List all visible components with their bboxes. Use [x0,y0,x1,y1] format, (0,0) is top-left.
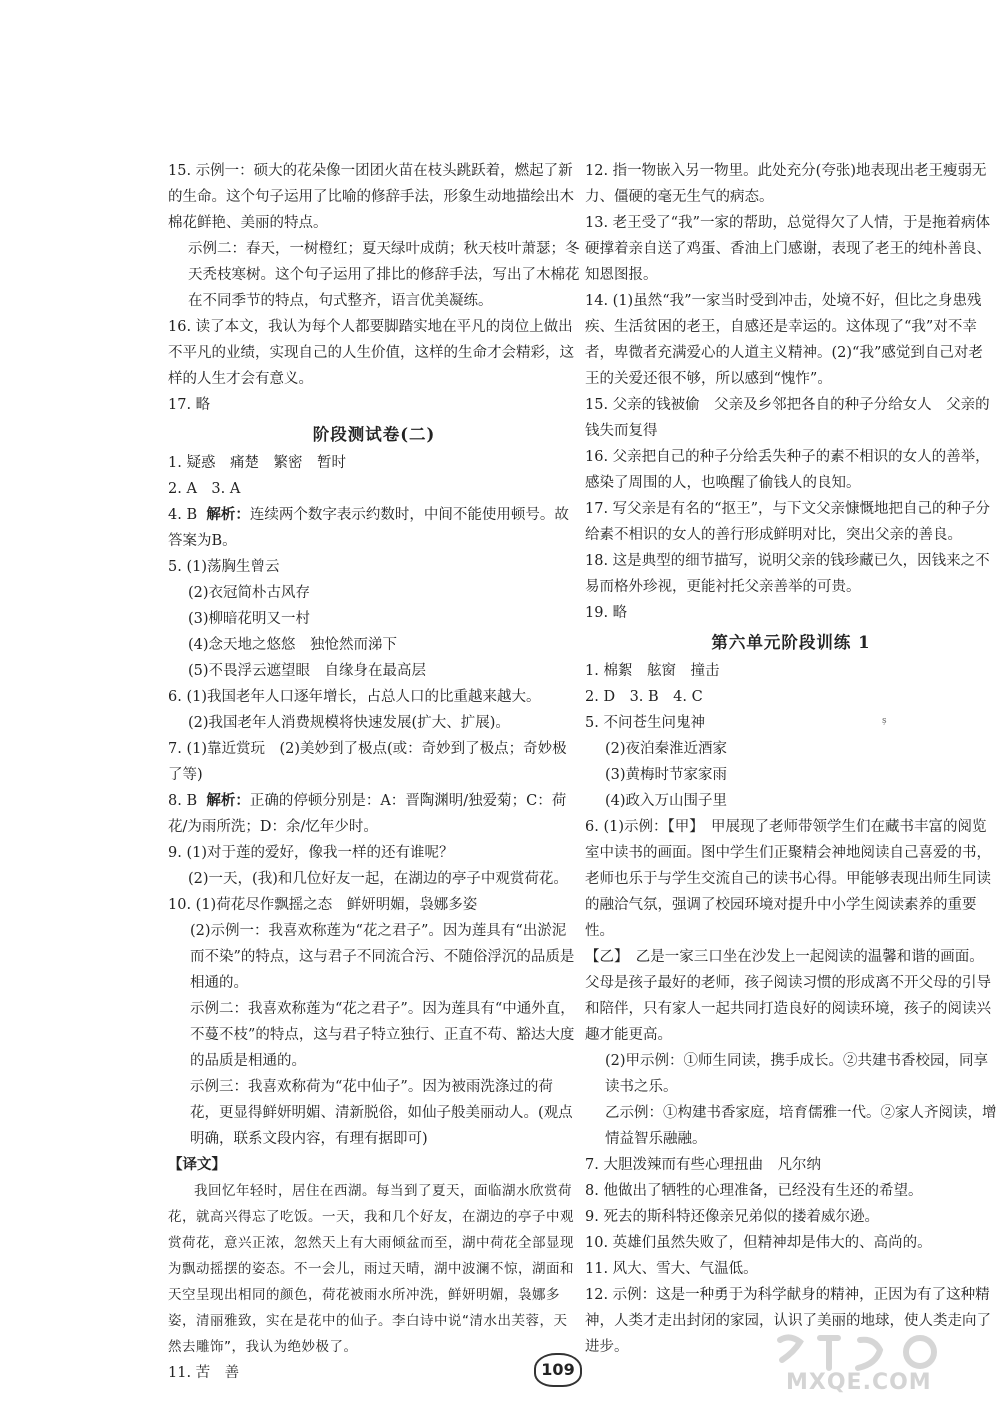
s2-answer-10-4: 示例三：我喜欢称荷为“花中仙子”。因为被雨洗涤过的荷花，更显得鲜妍明媚、清新脱俗，如仙子般美丽动人。(观点明确，联系文段内容，有理有据即可) [190,1079,573,1147]
page-number: 109 [541,1360,575,1379]
s2-answer-6-1: 6. (1)我国老年人口逐年增长，占总人口的比重越来越大。 [168,689,541,705]
s2-answer-8-text: 正确的停顿分别是：A：晋陶渊明/独爱菊；C：荷花/为雨所洗；D：余/忆年少时。 [168,793,567,835]
s2-answer-8-label: 解析： [206,792,250,809]
answer-18: 18. 这是典型的细节描写，说明父亲的钱珍藏已久，因钱来之不易而格外珍视，更能衬托父亲善举的可贵。 [585,553,990,595]
s6-answer-5-3: (3)黄梅时节家家雨 [605,767,728,783]
answer-17: 17. 写父亲是有名的“抠王”，与下文父亲慷慨地把自己的种子分给素不相识的女人的善行形成鲜明对比，突出父亲的善良。 [585,501,990,543]
s6-answer-1: 1. 棉絮 舷窗 撞击 [585,663,720,679]
s2-answer-5-5: (5)不畏浮云遮望眼 自缘身在最高层 [188,663,427,679]
s2-answer-9-2: (2)一天，(我)和几位好友一起，在湖边的亭子中观赏荷花。 [188,871,568,887]
s6-answer-11: 11. 风大、雪大、气温低。 [585,1261,758,1277]
s6-answer-10: 10. 英雄们虽然失败了，但精神却是伟大的、高尚的。 [585,1235,932,1251]
s2-answer-7: 7. (1)靠近赏玩 (2)美妙到了极点(或：奇妙到了极点；奇妙极了等) [168,741,567,783]
s2-answer-5-4: (4)念天地之悠悠 独怆然而涕下 [188,637,398,653]
s6-answer-6-jia: 6. (1)示例：【甲】 甲展现了老师带领学生们在藏书丰富的阅览室中读书的画面。图中学生们正聚精会神地阅读自己喜爱的书，老师也乐于与学生交流自己的读书心得。甲能够表现出师生同读的融洽气氛，强调了校园环境对提升中小学生阅读素养的重要性。 [585,819,991,939]
right-column [585,158,997,1360]
answer-17: 17. 略 [168,397,211,413]
s2-answer-5-1: 5. (1)荡胸生曾云 [168,559,280,575]
answer-12: 12. 指一物嵌入另一物里。此处充分(夸张)地表现出老王瘦弱无力、僵硬的毫无生气的病态。 [585,163,987,205]
s2-answer-8-choice: 8. B [168,793,198,809]
s2-answer-1: 1. 疑惑 痛楚 繁密 暂时 [168,455,346,471]
s6-answer-2-4: 2. D 3. B 4. C [585,689,703,705]
section-title-unit6-training1: 第六单元阶段训练 1 [711,633,871,652]
watermark-text: MXQE.COM [786,1370,932,1395]
s6-answer-6-2-yi: 乙示例：①构建书香家庭，培育儒雅一代。②家人齐阅读，增情益智乐融融。 [605,1105,997,1147]
translation-label: 【译文】 [168,1156,226,1173]
s2-answer-4-label: 解析： [206,506,250,523]
answer-13: 13. 老王受了“我”一家的帮助，总觉得欠了人情，于是拖着病体硬撑着亲自送了鸡蛋、香油上门感谢，表现了老王的纯朴善良、知恩图报。 [585,215,991,283]
answer-19: 19. 略 [585,605,628,621]
s6-answer-12: 12. 示例：这是一种勇于为科学献身的精神，正因为有了这种精神，人类才走出封闭的家园，认识了美丽的地球，使人类走向了进步。 [585,1287,991,1355]
answer-14: 14. (1)虽然“我”一家当时受到冲击，处境不好，但比之身患残疾、生活贫困的老王，自感还是幸运的。这体现了“我”对不幸者，卑微者充满爱心的人道主义精神。(2)“我”感觉到自己对老王的关爱还很不够，所以感到“愧怍”。 [585,293,983,387]
s2-answer-11: 11. 苦 善 [168,1365,240,1381]
translation-text: 我回忆年轻时，居住在西湖。每当到了夏天，面临湖水欣赏荷花，就高兴得忘了吃饭。一天，我和几个好友，在湖边的亭子中观赏荷花，意兴正浓，忽然天上有大雨倾盆而至，湖中荷花全部显现为飘动摇摆的姿态。不一会儿，雨过天晴，湖中波澜不惊，湖面和天空呈现出相同的颜色，荷花被雨水所冲洗，鲜妍明媚，袅娜多姿，清丽雅致，实在是花中的仙子。李白诗中说“清水出芙蓉，天然去雕饰”，我认为绝妙极了。 [168,1183,574,1355]
s2-answer-10-3: 示例二：我喜欢称莲为“花之君子”。因为莲具有“中通外直，不蔓不枝”的特点，这与君子特立独行、正直不苟、豁达大度的品质是相通的。 [190,1001,575,1069]
s6-answer-5-4: (4)政入万山围子里 [605,793,728,809]
s6-answer-8: 8. 他做出了牺牲的心理准备，已经没有生还的希望。 [585,1183,923,1199]
s2-answer-5-3: (3)柳暗花明又一村 [188,611,311,627]
s6-answer-5-2: (2)夜泊秦淮近酒家 [605,741,728,757]
s2-answer-2-3: 2. A 3. A [168,481,241,497]
s2-answer-9-1: 9. (1)对于莲的爱好，像我一样的还有谁呢？ [168,845,454,861]
answer-15: 15. 父亲的钱被偷 父亲及乡邻把各自的种子分给女人 父亲的钱失而复得 [585,397,990,439]
section-title-stage-test-2: 阶段测试卷(二) [312,425,436,444]
answer-16: 16. 父亲把自己的种子分给丢失种子的素不相识的女人的善举，感染了周围的人，也唤醒了偷钱人的良知。 [585,449,990,491]
s6-answer-7: 7. 大胆泼辣而有些心理扭曲 凡尔纳 [585,1157,821,1173]
s2-answer-10-2: (2)示例一：我喜欢称莲为“花之君子”。因为莲具有“出淤泥而不染”的特点，这与君子不同流合污、不随俗浮沉的品质是相通的。 [190,923,575,991]
left-column [168,158,580,1386]
answer-15-example2: 示例二：春天，一树橙红；夏天绿叶成荫；秋天枝叶萧瑟；冬天秃枝寒树。这个句子运用了排比的修辞手法，写出了木棉花在不同季节的特点，句式整齐，语言优美凝练。 [188,241,580,309]
s2-answer-6-2: (2)我国老年人消费规模将快速发展(扩大、扩展)。 [188,715,510,731]
s2-answer-8 [168,788,580,840]
s6-answer-9: 9. 死去的斯科特还像亲兄弟似的搂着威尔逊。 [585,1209,879,1225]
s2-answer-4-choice: 4. B [168,507,198,523]
s6-answer-6-yi: 【乙】 乙是一家三口坐在沙发上一起阅读的温馨和谐的画面。父母是孩子最好的老师，孩子阅读习惯的形成离不开父母的引导和陪伴，只有家人一起共同打造良好的阅读环境，孩子的阅读兴趣才能更高。 [585,949,991,1043]
s2-answer-4 [168,502,580,554]
stray-mark: ș [882,716,887,726]
answer-15-example1: 15. 示例一：硕大的花朵像一团团火苗在枝头跳跃着，燃起了新的生命。这个句子运用了比喻的修辞手法，形象生动地描绘出木棉花鲜艳、美丽的特点。 [168,163,574,231]
s6-answer-6-2-jia: (2)甲示例：①师生同读，携手成长。②共建书香校园，同享读书之乐。 [605,1053,989,1095]
s6-answer-5-1: 5. 不问苍生问鬼神 [585,715,705,731]
answer-16: 16. 读了本文，我认为每个人都要脚踏实地在平凡的岗位上做出不平凡的业绩，实现自己的人生价值，这样的生命才会精彩，这样的人生才会有意义。 [168,319,574,387]
s2-answer-5-2: (2)衣冠简朴古风存 [188,585,311,601]
s2-answer-10-1: 10. (1)荷花尽作飘摇之态 鲜妍明媚，袅娜多姿 [168,897,478,913]
s2-answer-4-text: 连续两个数字表示约数时，中间不能使用顿号。故答案为B。 [168,507,569,549]
